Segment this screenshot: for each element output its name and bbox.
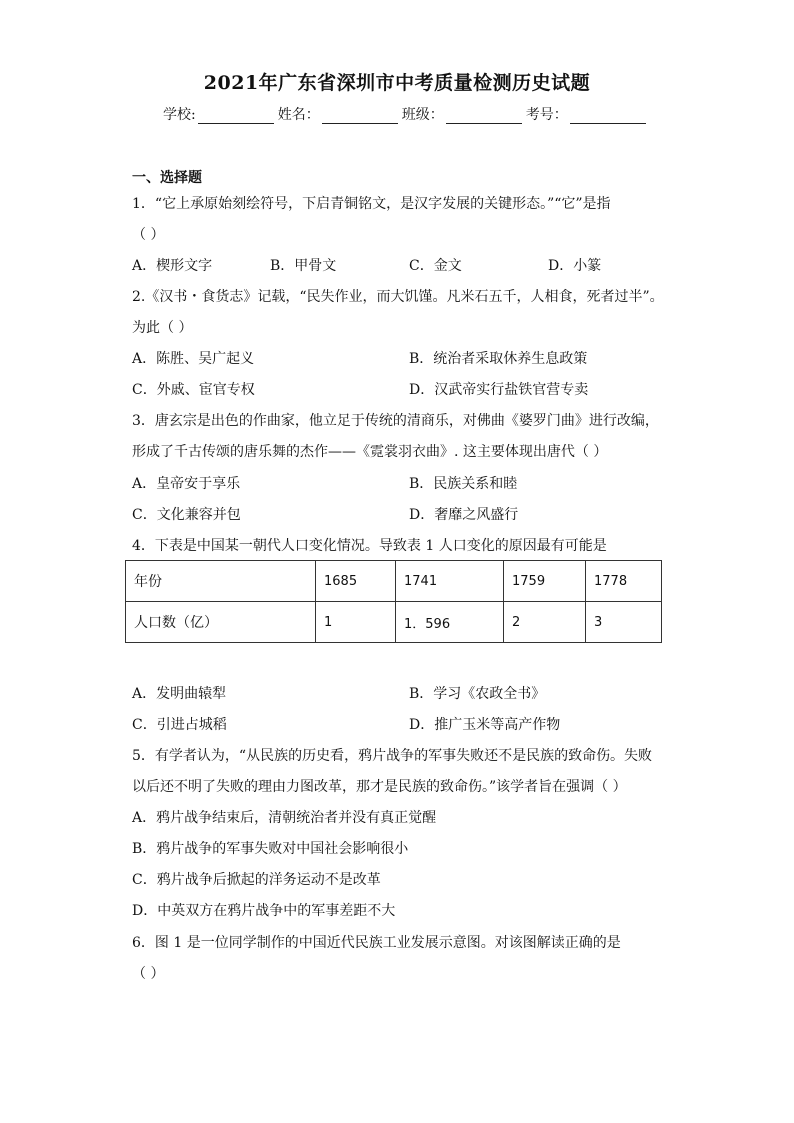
question-1-bracket: （ ） [132,227,165,243]
table-row [126,602,662,643]
q3-option-a[interactable]: A．皇帝安于享乐 [132,476,241,492]
number-label: 考号： [525,107,568,123]
name-blank[interactable] [322,109,398,124]
q3-option-c[interactable]: C．文化兼容并包 [132,507,241,523]
table-cell: 1．596 [396,602,504,643]
table-cell: 2 [504,602,586,643]
table-cell: 1 [316,602,396,643]
table-cell: 1685 [316,561,396,602]
section-title: 一、选择题 [132,170,202,186]
q2-option-b[interactable]: B．统治者采取休养生息政策 [409,351,588,367]
q2-option-d[interactable]: D．汉武帝实行盐铁官营专卖 [409,382,589,398]
q1-option-d[interactable]: D．小篆 [548,258,602,274]
q4-option-b[interactable]: B．学习《农政全书》 [409,686,546,702]
question-3-text-2: 形成了千古传颂的唐乐舞的杰作——《霓裳羽衣曲》. 这主要体现出唐代（ ） [132,444,608,460]
q4-option-d[interactable]: D．推广玉米等高产作物 [409,717,561,733]
table-header-cell: 人口数（亿） [126,602,316,643]
q5-option-b[interactable]: B．鸦片战争的军事失败对中国社会影响很小 [132,841,409,857]
page-title: 2021年广东省深圳市中考质量检测历史试题 [203,72,591,94]
q1-option-b[interactable]: B．甲骨文 [270,258,337,274]
question-5-text: 5．有学者认为，“从民族的历史看，鸦片战争的军事失败还不是民族的致命伤。失败 [132,748,653,764]
q5-option-a[interactable]: A．鸦片战争结束后，清朝统治者并没有真正觉醒 [132,810,437,826]
q5-option-c[interactable]: C．鸦片战争后掀起的洋务运动不是改革 [132,872,381,888]
q1-option-a[interactable]: A．楔形文字 [132,258,213,274]
question-4-text: 4．下表是中国某一朝代人口变化情况。导致表 1 人口变化的原因最有可能是 [132,538,607,554]
q2-option-c[interactable]: C．外戚、宦官专权 [132,382,255,398]
question-1-text: 1．“它上承原始刻绘符号，下启青铜铭文，是汉字发展的关键形态。”“它”是指 [132,196,611,212]
table-row [126,561,662,602]
number-blank[interactable] [570,109,646,124]
student-info-row [163,104,650,124]
class-blank[interactable] [446,109,522,124]
question-6-bracket: （ ） [132,966,165,982]
class-label: 班级： [401,107,444,123]
q4-option-a[interactable]: A．发明曲辕犁 [132,686,227,702]
q4-option-c[interactable]: C．引进占城稻 [132,717,227,733]
q5-option-d[interactable]: D．中英双方在鸦片战争中的军事差距不大 [132,903,396,919]
name-label: 姓名： [277,107,320,123]
population-table [125,560,662,643]
question-5-text-2: 以后还不明了失败的理由力图改革，那才是民族的致命伤。”该学者旨在强调（ ） [132,779,627,795]
q3-option-d[interactable]: D．奢靡之风盛行 [409,507,519,523]
q2-option-a[interactable]: A．陈胜、吴广起义 [132,351,255,367]
question-2-text: 2.《汉书・食货志》记载，“民失作业，而大饥馑。凡米石五千，人相食，死者过半”。 [132,289,664,305]
table-header-cell: 年份 [126,561,316,602]
table-cell: 1778 [586,561,662,602]
question-6-text: 6．图 1 是一位同学制作的中国近代民族工业发展示意图。对该图解读正确的是 [132,935,621,951]
question-2-bracket: 为此（ ） [132,320,193,336]
school-blank[interactable] [198,109,274,124]
table-cell: 1741 [396,561,504,602]
school-label: 学校: [163,107,196,123]
table-cell: 3 [586,602,662,643]
question-3-text: 3．唐玄宗是出色的作曲家，他立足于传统的清商乐，对佛曲《婆罗门曲》进行改编， [132,413,659,429]
table-cell: 1759 [504,561,586,602]
q1-option-c[interactable]: C．金文 [409,258,462,274]
q3-option-b[interactable]: B．民族关系和睦 [409,476,518,492]
